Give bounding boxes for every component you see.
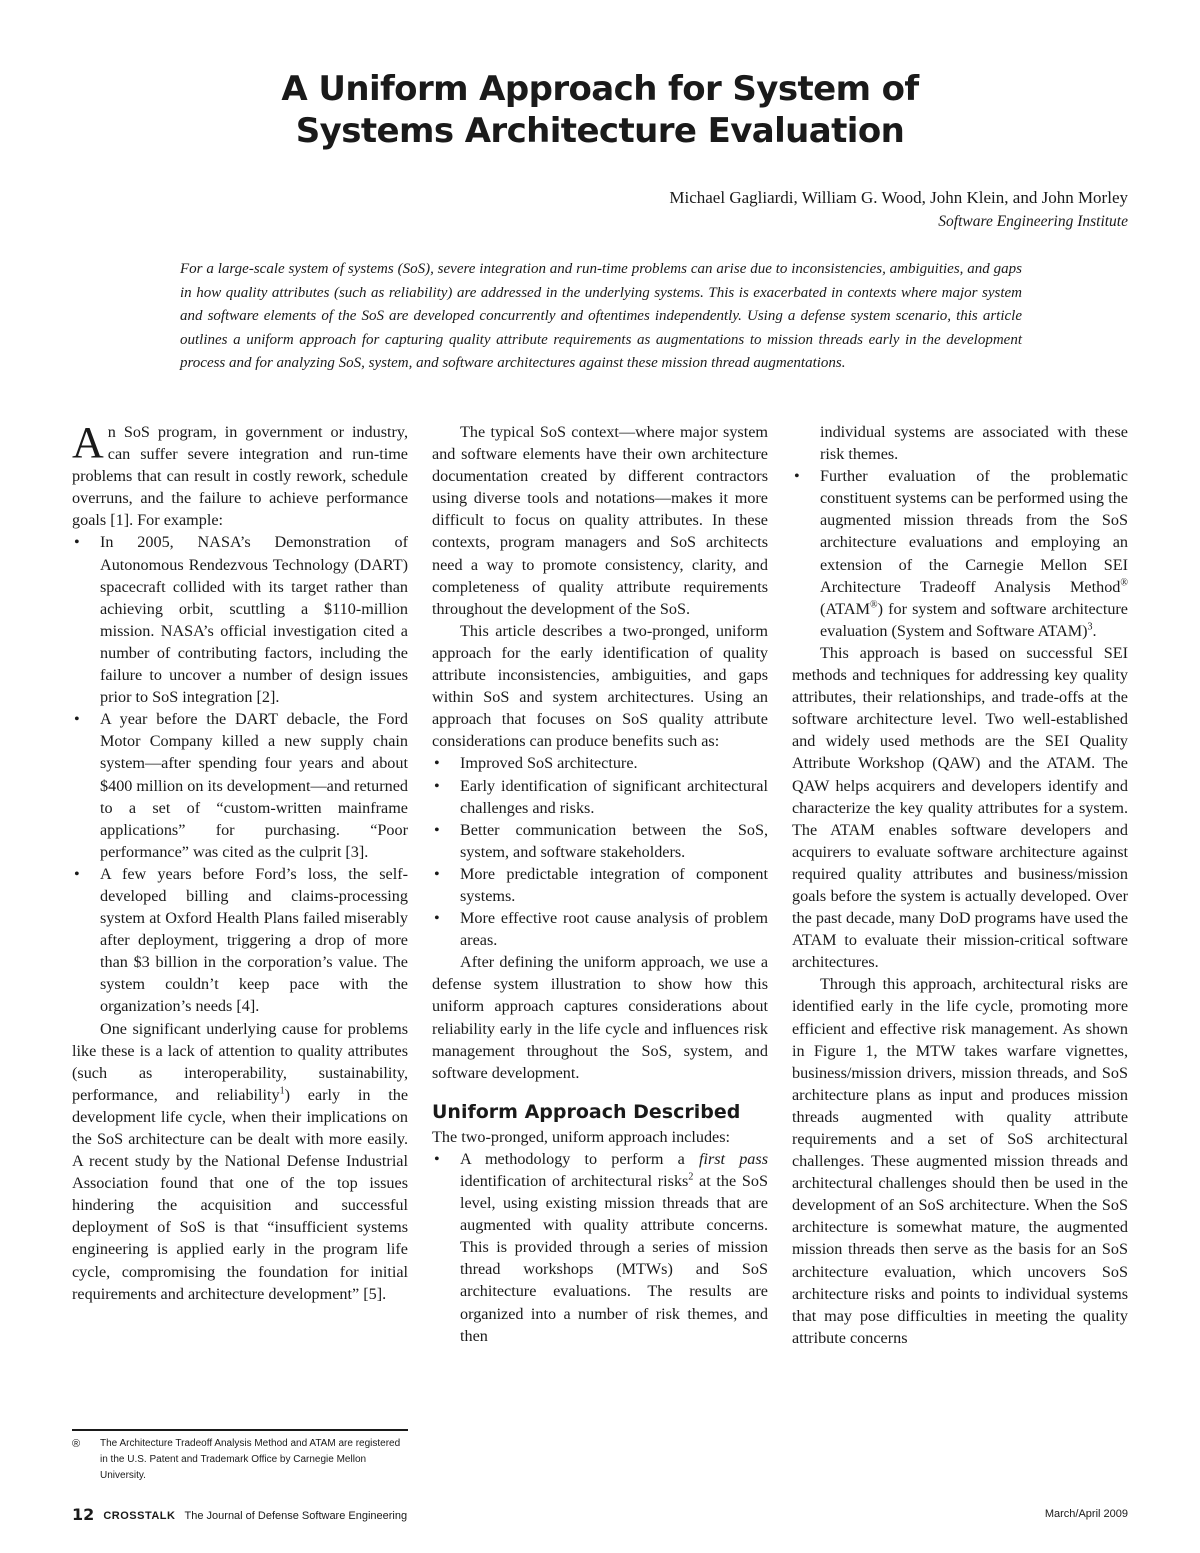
failure-examples-list <box>72 531 408 1017</box>
body-paragraph: The two-pronged, uniform approach includes: <box>432 1127 731 1146</box>
footnote <box>72 1436 408 1484</box>
author-institution: Software Engineering Institute <box>938 213 1128 230</box>
footnote-divider <box>72 1429 408 1431</box>
list-item <box>792 465 1128 642</box>
title-line-2: Systems Architecture Evaluation <box>295 111 905 151</box>
column-3 <box>792 421 1128 1349</box>
item-text: identification of architectural risks <box>460 1172 689 1190</box>
list-item: • Improved SoS architecture. <box>432 752 768 774</box>
intro-paragraph <box>72 418 408 531</box>
footnote-ref[interactable]: 3 <box>1087 621 1093 633</box>
article-title <box>0 68 1200 152</box>
body-paragraph <box>72 1018 408 1305</box>
list-item: • A few years before Ford’s loss, the self-developed billing and claims-processing system at Oxford Health Plans failed miserably after deployment, triggering a drop of more than $3 billion in the corporation’s value. The system couldn’t keep pace with the organization’s needs [4]. <box>72 863 408 1018</box>
item-text: . <box>1092 621 1097 640</box>
drop-cap: A <box>72 418 104 467</box>
footnote-ref[interactable]: 1 <box>279 1085 285 1097</box>
item-text: at the SoS level, using existing mission threads that are augmented with quality attribute concerns. This is provided through a series of mission thread workshops (MTWs) and SoS architecture evaluations. The results are organized into a number of risk themes, and then <box>460 1172 768 1345</box>
benefits-list <box>432 752 768 951</box>
issue-date: March/April 2009 <box>1044 1508 1128 1520</box>
magazine-name: CROSSTALK <box>103 1510 176 1522</box>
page-footer <box>72 1505 1128 1524</box>
item-text: Further evaluation of the problematic constituent systems can be performed using the augmented mission threads from the SoS architecture evaluations and employing an extension of the Carnegie Mellon SEI Architecture Tradeoff Analysis Method <box>820 467 1128 596</box>
intro-text: n SoS program, in government or industry, can suffer severe integration and run-time problems that can result in costly rework, schedule overruns, and the failure to achieve performance goals [1]. For example: <box>72 423 408 530</box>
body-paragraph: This approach is based on successful SEI methods and techniques for addressing key quality attributes, their relationships, and trade-offs at the software architecture level. Two well-established and widely used methods are the SEI Quality Attribute Workshop (QAW) and the ATAM. The QAW helps acquirers and developers identify and characterize the key quality attributes for a system. The ATAM enables software developers and acquirers to evaluate software architecture against required quality attributes and business/mission goals before the system is actually developed. Over the past decade, many DoD programs have used the ATAM to evaluate their mission-critical software architectures. <box>792 643 1128 972</box>
item-emphasis: first pass <box>698 1149 768 1168</box>
body-paragraph: This article describes a two-pronged, uniform approach for the early identification of quality attribute inconsistencies, ambiguities, and gaps within SoS and system architectures. Using an approach that focuses on SoS quality attribute considerations can produce benefits such as: <box>432 621 768 751</box>
column-1 <box>72 418 408 1305</box>
approach-list-continued <box>792 421 1128 642</box>
list-item-continued: individual systems are associated with these risk themes. <box>820 423 1128 464</box>
item-text: (ATAM <box>820 599 870 618</box>
approach-list <box>432 1148 768 1347</box>
list-item: • In 2005, NASA’s Demonstration of Autonomous Rendezvous Technology (DART) spacecraft collided with its target rather than achieving orbit, scuttling a $110-million mission. NASA’s official investigation cited a number of contributing factors, including the failure to uncover a number of design issues prior to SoS integration [2]. <box>72 531 408 708</box>
journal-name: The Journal of Defense Software Engineering <box>184 1510 408 1522</box>
section-heading: Uniform Approach Described <box>432 1100 741 1123</box>
list-item: • More predictable integration of component systems. <box>432 863 768 907</box>
author-list: Michael Gagliardi, William G. Wood, John Klein, and John Morley <box>669 188 1128 207</box>
byline <box>669 186 1128 234</box>
page-number: 12 <box>72 1505 95 1524</box>
registered-mark: ® <box>1120 577 1128 589</box>
footnote-ref[interactable]: 2 <box>688 1171 694 1183</box>
paragraph-text: One significant underlying cause for problems like these is a lack of attention to quality attributes (such as interoperability, sustainability, performance, and reliability <box>72 1019 408 1104</box>
list-item: • More effective root cause analysis of problem areas. <box>432 907 768 951</box>
title-line-1: A Uniform Approach for System of <box>281 69 919 109</box>
list-item: • Better communication between the SoS, system, and software stakeholders. <box>432 819 768 863</box>
list-item: • A year before the DART debacle, the Ford Motor Company killed a new supply chain system—after spending four years and about $400 million on its development—and returned to a set of “custom-written mainframe applications” for purchasing. “Poor performance” was cited as the culprit [3]. <box>72 708 408 863</box>
list-item: • Early identification of significant architectural challenges and risks. <box>432 775 768 819</box>
body-paragraph: After defining the uniform approach, we use a defense system illustration to show how this uniform approach captures considerations about reliability early in the life cycle and influences risk management throughout the SoS, system, and software development. <box>432 953 768 1082</box>
body-paragraph: The typical SoS context—where major system and software elements have their own architecture documentation created by different contractors using diverse tools and notations—makes it more difficult to focus on quality attributes. In these contexts, program managers and SoS architects need a way to promote consistency, clarity, and completeness of quality attribute requirements throughout the development of the SoS. <box>432 423 768 618</box>
paragraph-text: ) early in the development life cycle, when their implications on the SoS architecture can be dealt with more easily. A recent study by the National Defense Industrial Association found that one of the top issues hindering the acquisition and successful deployment of SoS is that “insufficient systems engineering is applied early in the program life cycle, compromising the foundation for initial requirements and architecture development” [5]. <box>72 1085 408 1303</box>
abstract: For a large-scale system of systems (SoS), severe integration and run-time problems can arise due to inconsistencies, ambiguities, and gaps in how quality attributes (such as reliability) are addressed in the underlying systems. This is exacerbated in contexts where major system and software elements of the SoS are developed concurrently and oftentimes independently. Using a defense system scenario, this article outlines a uniform approach for capturing quality attribute requirements as augmentations to mission threads early in the development process and for analyzing SoS, system, and software architectures against these mission thread augmentations. <box>180 261 1022 372</box>
item-text: A methodology to perform a <box>460 1149 699 1168</box>
column-2 <box>432 421 768 1347</box>
footnote-mark: ® <box>72 1438 81 1450</box>
body-paragraph: Through this approach, architectural risks are identified early in the life cycle, promoting more efficient and effective risk management. As shown in Figure 1, the MTW takes warfare vignettes, business/mission drivers, mission threads, and SoS architecture plans as input and produces mission threads augmented with quality attribute requirements and a set of SoS architectural challenges. These augmented mission threads and architectural challenges should then be used in the development of an SoS architecture. When the SoS architecture is somewhat mature, the augmented mission threads then serve as the basis for an SoS architecture evaluation, which uncovers SoS architecture risks and points to individual systems that may pose difficulties in meeting the quality attribute concerns <box>792 975 1128 1347</box>
footnote-text: The Architecture Tradeoff Analysis Method and ATAM are registered in the U.S. Patent and Trademark Office by Carnegie Mellon University. <box>100 1438 401 1481</box>
item-text: ) for system and software architecture evaluation (System and Software ATAM) <box>820 599 1128 640</box>
list-item <box>432 1148 768 1347</box>
registered-mark: ® <box>869 599 878 611</box>
